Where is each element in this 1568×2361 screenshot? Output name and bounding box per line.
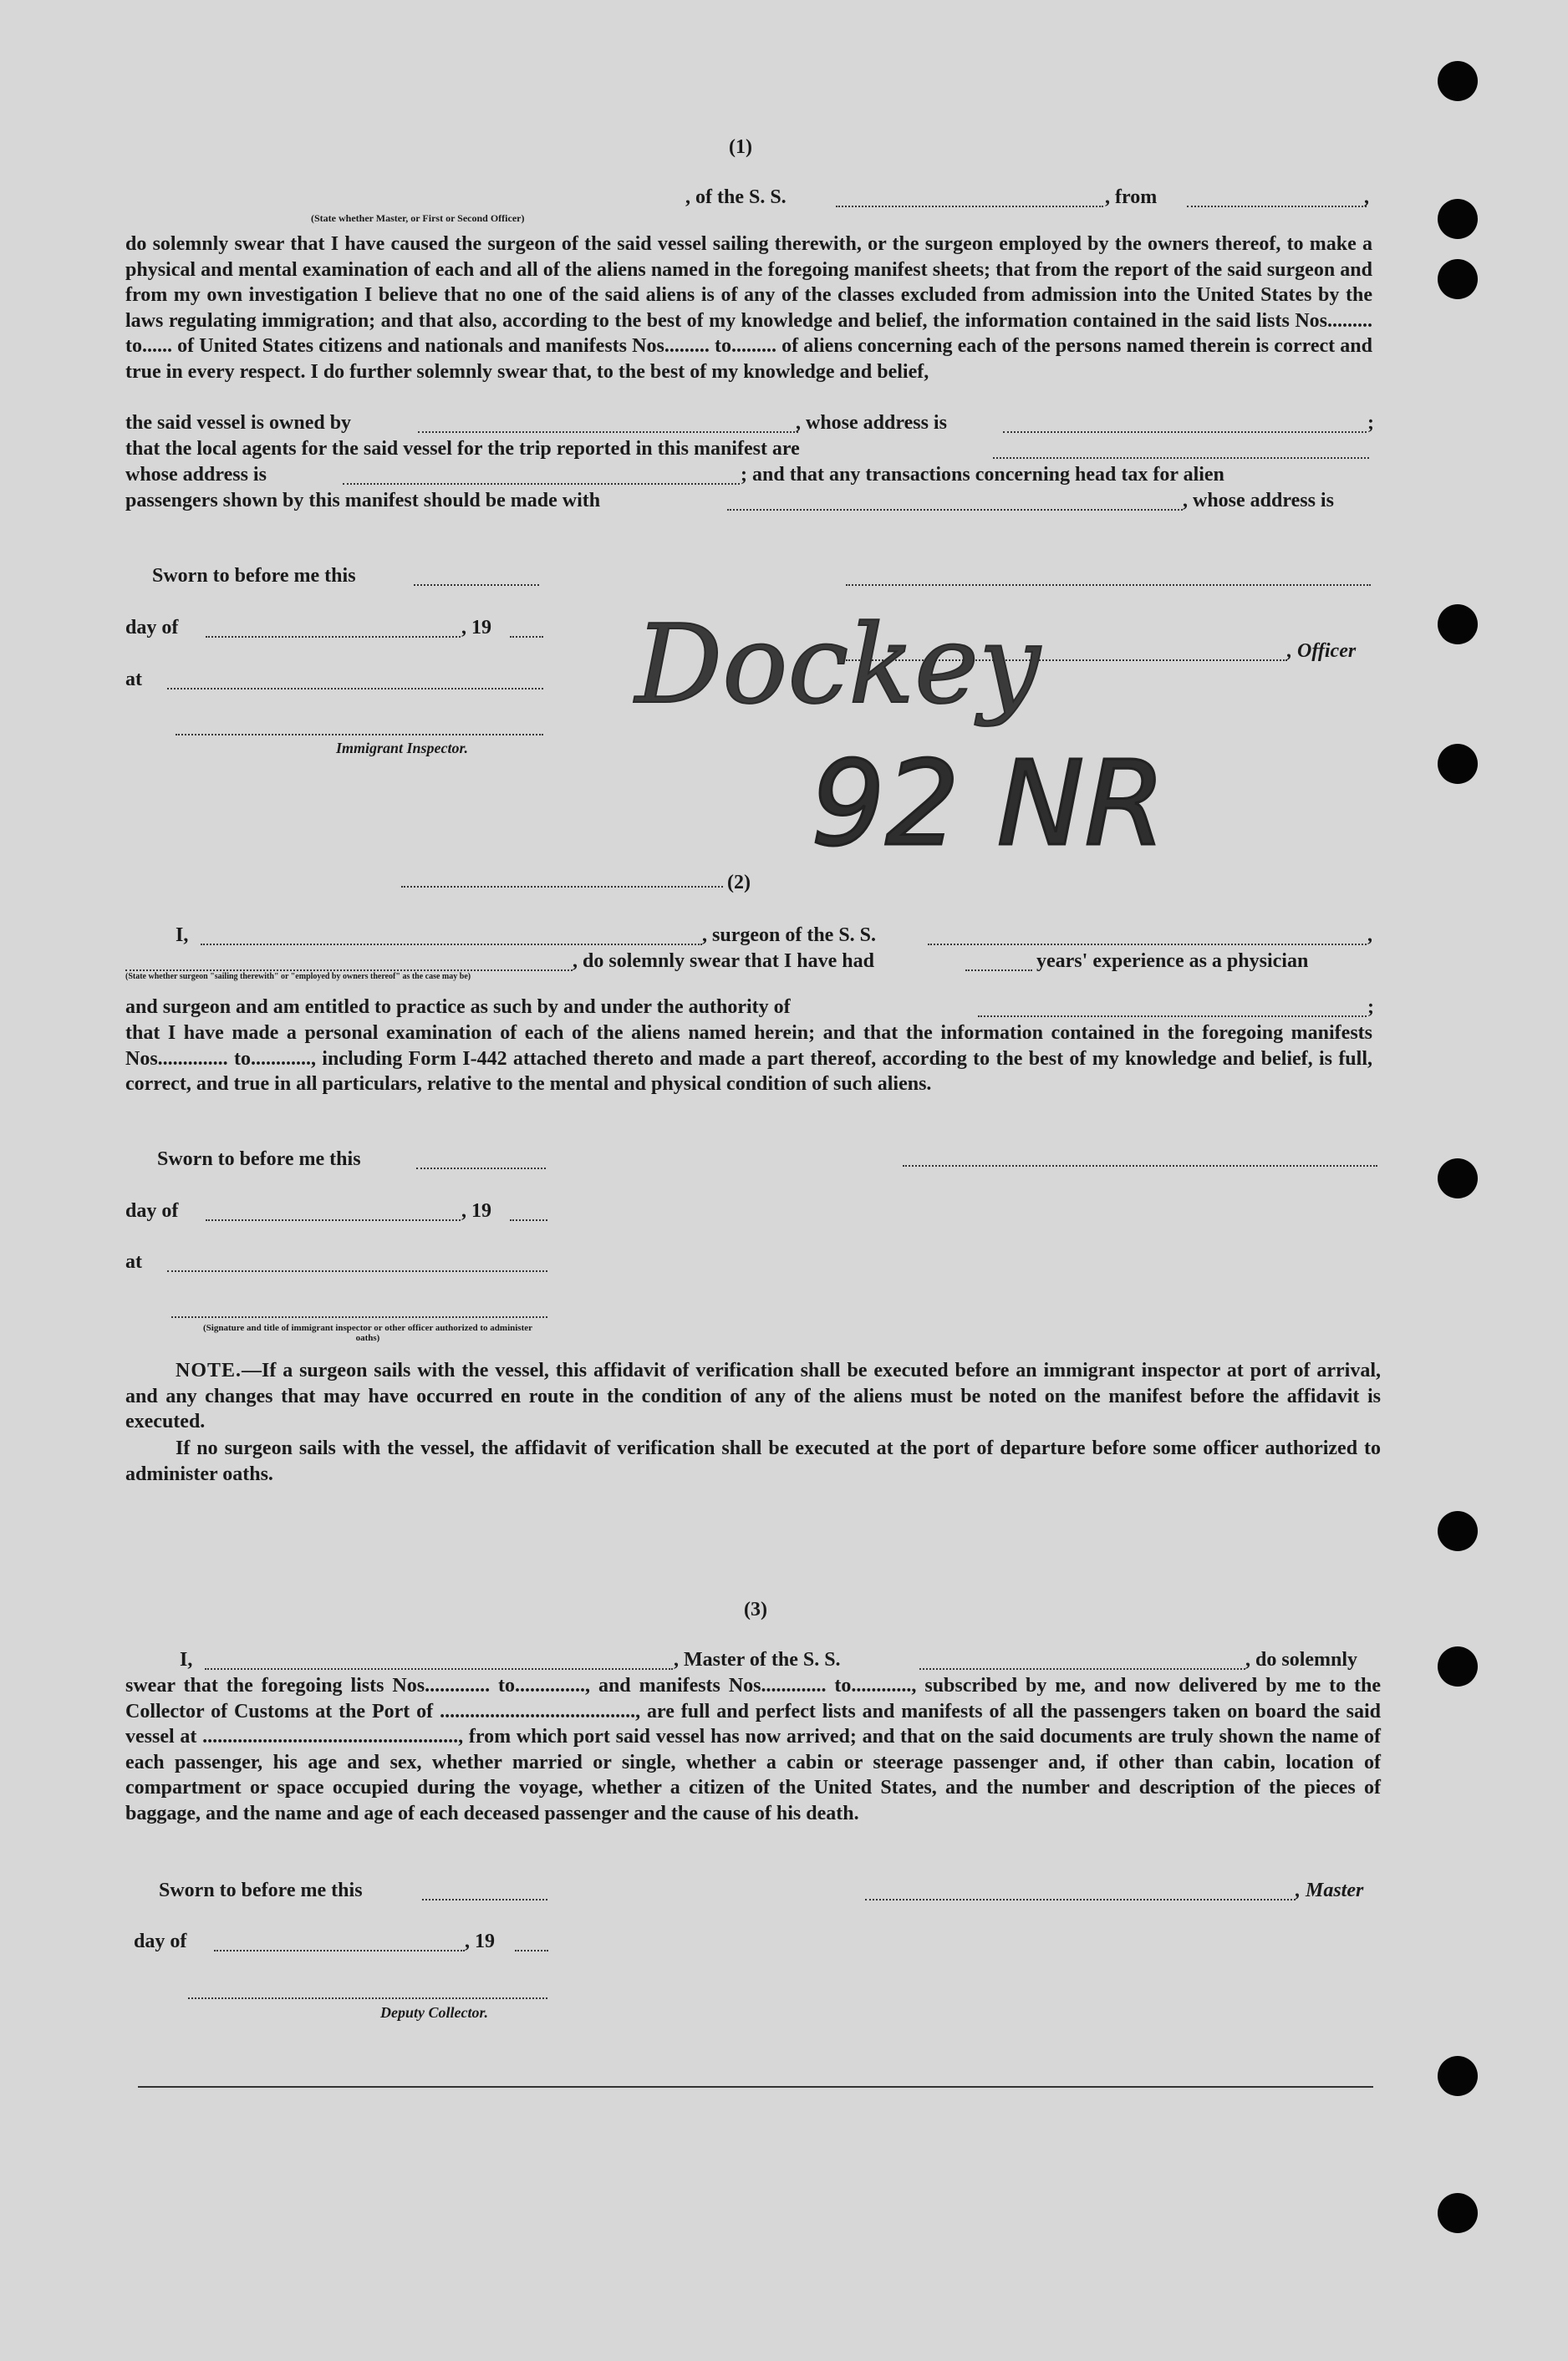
svg-text:Dockey: Dockey	[635, 601, 1041, 728]
s3-master-label: , Master	[1296, 1880, 1364, 1901]
s3-i: I,	[180, 1649, 193, 1671]
s1-from-field	[1187, 206, 1367, 207]
s2-inspector-sig-line	[171, 1316, 547, 1318]
svg-text:92 NR: 92 NR	[811, 736, 1166, 873]
punch-hole	[1438, 2056, 1478, 2096]
s3-master-sig-line	[865, 1899, 1296, 1901]
s1-year-field	[510, 636, 543, 638]
s3-year-field	[515, 1950, 548, 1951]
punch-hole	[1438, 1511, 1478, 1551]
s1-agents-field	[993, 457, 1369, 459]
s1-owner-address: , whose address is	[796, 412, 947, 434]
s2-year: , 19	[461, 1200, 491, 1222]
s3-collector-label: Deputy Collector.	[380, 2004, 488, 2021]
s2-ss-field	[928, 944, 1367, 945]
s1-passengers-field	[727, 509, 1183, 511]
s2-years: years' experience as a physician	[1036, 950, 1309, 972]
s1-officer-label: , Officer	[1287, 640, 1357, 662]
s2-at-field	[167, 1270, 547, 1272]
s1-passengers: passengers shown by this manifest should be made with	[125, 490, 601, 511]
s1-head-tax: ; and that any transactions concerning head tax for alien	[741, 464, 1224, 486]
s1-day-field	[206, 636, 461, 638]
s1-at-field	[167, 688, 543, 689]
s1-sworn: Sworn to before me this	[152, 565, 356, 587]
s1-owner-address-field	[1003, 431, 1367, 433]
s1-agents: that the local agents for the said vessel for the trip reported in this manifest are	[125, 438, 800, 460]
s2-day-field	[206, 1219, 461, 1221]
note-text-1: —If a surgeon sails with the vessel, this affidavit of verification shall be executed before an immigrant inspector at port of arrival, and any changes that may have occurred en route in the condition of any of the aliens must be noted on the manifest before the affidavit is executed.	[125, 1360, 1381, 1432]
s2-oath-paragraph: that I have made a personal examination of each of the aliens named herein; and that the information contained in the foregoing manifests Nos.............. to............, including Form I-442 attached thereto and made a part thereof, according to the best of my knowledge and belief, is full, correct, and true in all particulars, relative to the mental and physical condition of such aliens.	[125, 1022, 1372, 1095]
section-1-number: (1)	[729, 136, 752, 158]
s2-name-field	[201, 944, 702, 945]
handwritten-code	[802, 719, 1220, 886]
s2-surgeon-of: , surgeon of the S. S.	[702, 924, 877, 946]
s2-year-field	[510, 1219, 547, 1221]
s1-line1-of-ss: , of the S. S.	[685, 186, 787, 208]
s2-swear: , do solemnly swear that I have had	[573, 950, 874, 972]
s1-whose-address: whose address is	[125, 464, 267, 486]
s3-collector-sig-line	[188, 1997, 547, 1999]
punch-hole	[1438, 61, 1478, 101]
s1-passengers-end: , whose address is	[1183, 490, 1334, 511]
s2-authority-field	[978, 1015, 1367, 1017]
s1-line1-from: , from	[1105, 186, 1158, 208]
s3-solemnly: , do solemnly	[1245, 1649, 1358, 1671]
s1-owned-by: the said vessel is owned by	[125, 412, 352, 434]
s2-at: at	[125, 1251, 142, 1273]
punch-hole	[1438, 744, 1478, 784]
punch-hole	[1438, 1646, 1478, 1687]
s1-inspector-label: Immigrant Inspector.	[336, 740, 469, 756]
note-label: NOTE.	[176, 1360, 242, 1381]
s2-top-dotted-line	[401, 886, 723, 888]
s3-oath-paragraph: swear that the foregoing lists Nos............. to.............., and manifests Nos............. to............, subscribed by me, and now delivered by me to the Collector of Customs at the Port of ......................................., are full and perfect lists and manifests of all the passengers taken on board the said vessel at ..................................................., from which port said vessel has now arrived; and that on the said documents are truly shown the name of each passenger, his age and sex, whether married or single, whether a cabin or steerage passenger and, if other than cabin, location of compartment or space occupied during the voyage, whether a citizen of the United States, and the number and description of the pieces of baggage, and the name and age of each deceased passenger and the cause of his death.	[125, 1675, 1381, 1824]
punch-hole	[1438, 604, 1478, 644]
s1-day-of: day of	[125, 617, 179, 639]
s3-name-field	[205, 1668, 673, 1670]
s2-sig-note: (Signature and title of immigrant inspector or other officer authorized to administer oaths)	[202, 1323, 533, 1343]
punch-hole	[1438, 199, 1478, 239]
s2-state-note: (State whether surgeon "sailing therewith" or "employed by owners thereof" as the case may be)	[125, 972, 471, 981]
s1-agents-address-field	[343, 483, 740, 485]
s2-i: I,	[176, 924, 189, 946]
s3-sworn: Sworn to before me this	[159, 1880, 363, 1901]
s2-sworn-field	[416, 1168, 546, 1169]
punch-hole	[1438, 2193, 1478, 2233]
s1-line1-end: ,	[1364, 186, 1369, 208]
s1-year: , 19	[461, 617, 491, 639]
s3-sworn-field	[422, 1899, 547, 1901]
s1-officer-sig-line-upper	[846, 584, 1371, 586]
s1-owner-end: ;	[1367, 412, 1374, 434]
s1-inspector-sig-line	[176, 734, 543, 735]
s3-year: , 19	[465, 1931, 495, 1952]
s1-ss-field	[836, 206, 1103, 207]
s2-authority: and surgeon and am entitled to practice as such by and under the authority of	[125, 996, 791, 1018]
s3-day-of: day of	[134, 1931, 187, 1952]
punch-hole	[1438, 1158, 1478, 1198]
s3-ss-field	[919, 1668, 1245, 1670]
s3-day-field	[214, 1950, 465, 1951]
bottom-rule	[138, 2086, 1373, 2088]
s1-owner-field	[418, 431, 798, 433]
s1-state-note: (State whether Master, or First or Second Officer)	[311, 212, 525, 224]
section-2-number: (2)	[727, 872, 751, 893]
s2-surgeon-sig-line	[903, 1165, 1377, 1167]
s2-sworn: Sworn to before me this	[157, 1148, 361, 1170]
s2-semi: ;	[1367, 996, 1374, 1018]
section-3-number: (3)	[744, 1599, 767, 1621]
s1-sworn-field	[414, 584, 539, 586]
s1-oath-paragraph: do solemnly swear that I have caused the surgeon of the said vessel sailing therewith, or the surgeon employed by the owners thereof, to make a physical and mental examination of each and all of the aliens named in the foregoing manifest sheets; that from the report of the said surgeon and from my own investigation I believe that no one of the said aliens is of any of the classes excluded from admission into the United States by the laws regulating immigration; and that also, according to the best of my knowledge and belief, the information contained in the said lists Nos......... to...... of United States citizens and nationals and manifests Nos......... to......... of aliens concerning each of the persons named therein is correct and true in every respect. I do further solemnly swear that, to the best of my knowledge and belief,	[125, 233, 1372, 383]
s1-at: at	[125, 669, 142, 690]
note-paragraph-2: If no surgeon sails with the vessel, the affidavit of verification shall be executed at the port of departure before some officer authorized to administer oaths.	[125, 1437, 1381, 1485]
s3-master-of: , Master of the S. S.	[674, 1649, 841, 1671]
s2-day-of: day of	[125, 1200, 179, 1222]
s2-state-field	[125, 969, 573, 971]
note-paragraph	[125, 1358, 1381, 1435]
punch-hole	[1438, 259, 1478, 299]
s2-years-field	[965, 969, 1032, 971]
s2-comma: ,	[1367, 924, 1372, 946]
